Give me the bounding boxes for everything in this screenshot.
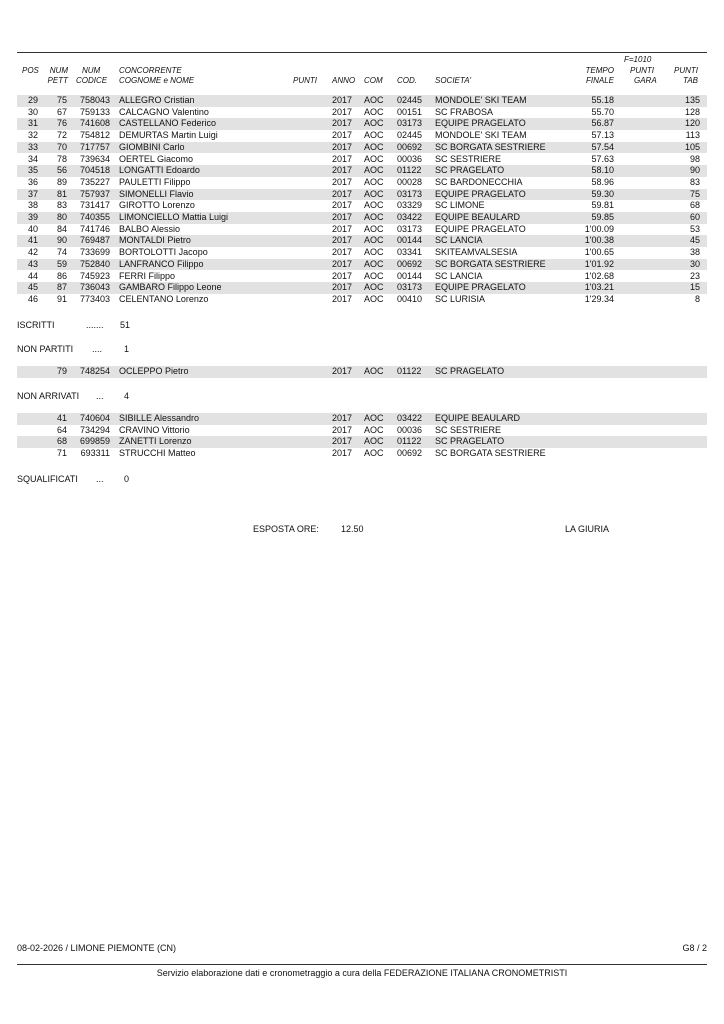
cell-cod: 03173 [397, 118, 423, 129]
cell-codice: 757937 [79, 188, 110, 199]
cell-cod: 03422 [397, 212, 423, 222]
cell-nome: GIOMBINI Carlo [119, 141, 185, 152]
cell-societa: SC PRAGELATO [435, 366, 505, 376]
cell-pett: 89 [56, 176, 67, 187]
header-concorrente-2: COGNOME e NOME [119, 76, 195, 85]
cell-nome: GAMBARO Filippo Leone [119, 282, 222, 293]
cell-societa: EQUIPE BEAULARD [435, 212, 521, 222]
table-row [17, 413, 707, 425]
header-concorrente-1: CONCORRENTE [119, 66, 182, 75]
iscritti-dots: ....... [86, 320, 104, 330]
cell-societa: SC BORGATA SESTRIERE [435, 141, 546, 152]
cell-tempo: 1'03.21 [584, 282, 614, 293]
header-num-pett-1: NUM [49, 66, 68, 75]
cell-tempo: 58.96 [591, 176, 614, 187]
table-row [17, 165, 707, 177]
header-num-codice-1: NUM [82, 66, 101, 75]
cell-cod: 00144 [397, 270, 423, 281]
cell-anno: 2017 [332, 235, 353, 246]
cell-com: AOC [364, 106, 384, 117]
cell-anno: 2017 [332, 95, 353, 105]
iscritti-label: ISCRITTI [17, 320, 55, 330]
cell-tab: 105 [684, 141, 700, 152]
cell-cod: 00036 [397, 424, 423, 435]
cell-codice: 741746 [79, 223, 110, 234]
non-partiti-dots: .... [92, 344, 103, 354]
cell-tempo: 59.81 [591, 200, 614, 211]
cell-pett: 83 [56, 200, 67, 211]
cell-pett: 81 [56, 188, 67, 199]
non-partiti-value: 1 [124, 344, 130, 354]
cell-societa: SC LURISIA [435, 293, 486, 304]
cell-pett: 71 [56, 448, 67, 459]
cell-pett: 84 [56, 223, 67, 234]
table-row [17, 366, 707, 378]
cell-pett: 74 [56, 247, 67, 258]
cell-cod: 03341 [397, 247, 423, 258]
iscritti-value: 51 [120, 320, 131, 330]
header-anno: ANNO [332, 76, 356, 85]
cell-tab: 30 [689, 258, 700, 269]
cell-cod: 00036 [397, 153, 423, 164]
cell-tempo: 59.85 [591, 212, 614, 222]
cell-societa: EQUIPE PRAGELATO [435, 118, 526, 129]
cell-societa: SC LANCIA [435, 235, 483, 246]
cell-codice: 693311 [80, 448, 110, 459]
cell-tab: 38 [689, 247, 700, 258]
cell-nome: LANFRANCO Filippo [119, 258, 204, 269]
esposta-label: ESPOSTA ORE: [253, 524, 319, 534]
cell-pos: 33 [27, 141, 38, 152]
cell-tab: 45 [689, 235, 700, 246]
giuria-label: LA GIURIA [565, 524, 610, 534]
header-punti: PUNTI [293, 76, 317, 85]
cell-anno: 2017 [332, 424, 353, 435]
table-row [17, 200, 707, 212]
cell-anno: 2017 [332, 258, 353, 269]
cell-com: AOC [364, 118, 384, 129]
cell-anno: 2017 [332, 436, 353, 447]
cell-tempo: 55.70 [591, 106, 614, 117]
table-row [17, 448, 707, 460]
cell-nome: PAULETTI Filippo [119, 176, 191, 187]
cell-codice: 740355 [79, 212, 110, 222]
cell-com: AOC [364, 141, 384, 152]
cell-com: AOC [364, 176, 384, 187]
header-societa: SOCIETA' [435, 76, 472, 85]
cell-societa: SC SESTRIERE [435, 424, 502, 435]
cell-nome: BALBO Alessio [119, 223, 181, 234]
cell-anno: 2017 [332, 247, 353, 258]
cell-cod: 00692 [397, 258, 423, 269]
cell-societa: SC BORGATA SESTRIERE [435, 258, 546, 269]
cell-pett: 41 [56, 413, 67, 423]
footer-page-number: G8 / 2 [682, 943, 707, 953]
table-row [17, 425, 707, 437]
cell-tab: 75 [689, 188, 700, 199]
cell-tempo: 1'00.65 [584, 247, 614, 258]
cell-societa: SC FRABOSA [435, 106, 494, 117]
cell-pett: 80 [56, 212, 67, 222]
cell-societa: SC LIMONE [435, 200, 485, 211]
cell-tempo: 59.30 [591, 188, 614, 199]
cell-pett: 79 [56, 366, 67, 376]
table-row [17, 142, 707, 154]
cell-societa: SKITEAMVALSESIA [435, 247, 518, 258]
cell-nome: FERRI Filippo [119, 270, 176, 281]
cell-nome: STRUCCHI Matteo [119, 448, 196, 459]
cell-pett: 76 [56, 118, 67, 129]
table-row [17, 154, 707, 166]
cell-com: AOC [364, 200, 384, 211]
cell-pett: 90 [56, 235, 67, 246]
cell-anno: 2017 [332, 212, 353, 222]
cell-cod: 03173 [397, 188, 423, 199]
cell-societa: MONDOLE' SKI TEAM [435, 130, 527, 141]
cell-pett: 86 [56, 270, 67, 281]
cell-nome: LONGATTI Edoardo [119, 165, 200, 176]
header-punti-tab-1: PUNTI [674, 66, 698, 75]
cell-codice: 704518 [79, 165, 110, 176]
cell-tempo: 1'29.34 [584, 293, 614, 304]
table-row [17, 282, 707, 294]
cell-nome: DEMURTAS Martin Luigi [119, 130, 218, 141]
esposta-time: 12.50 [341, 524, 364, 534]
cell-com: AOC [364, 223, 384, 234]
cell-nome: OERTEL Giacomo [119, 153, 194, 164]
footer-rule [17, 964, 707, 965]
cell-tempo: 1'00.38 [584, 235, 614, 246]
cell-codice: 731417 [79, 200, 110, 211]
squalificati-value: 0 [124, 474, 130, 484]
cell-pos: 31 [27, 118, 38, 129]
cell-codice: 745923 [79, 270, 110, 281]
cell-anno: 2017 [332, 130, 353, 141]
cell-cod: 00151 [397, 106, 423, 117]
cell-tab: 68 [689, 200, 700, 211]
cell-anno: 2017 [332, 366, 353, 376]
cell-societa: EQUIPE PRAGELATO [435, 188, 526, 199]
cell-tempo: 57.54 [591, 141, 614, 152]
header-pos: POS [22, 66, 39, 75]
cell-pett: 59 [56, 258, 67, 269]
cell-codice: 740604 [79, 413, 110, 423]
cell-societa: SC BARDONECCHIA [435, 176, 523, 187]
cell-com: AOC [364, 366, 384, 376]
cell-cod: 01122 [397, 366, 422, 376]
cell-nome: CRAVINO Vittorio [119, 424, 190, 435]
cell-tempo: 57.63 [591, 153, 614, 164]
cell-com: AOC [364, 424, 384, 435]
table-row [17, 130, 707, 142]
cell-societa: MONDOLE' SKI TEAM [435, 95, 527, 105]
cell-nome: CELENTANO Lorenzo [119, 293, 209, 304]
cell-pett: 78 [56, 153, 67, 164]
non-arrivati-dots: ... [96, 391, 104, 401]
cell-cod: 02445 [397, 130, 423, 141]
cell-anno: 2017 [332, 176, 353, 187]
squalificati-label: SQUALIFICATI [17, 474, 78, 484]
cell-nome: OCLEPPO Pietro [119, 366, 189, 376]
cell-tab: 23 [689, 270, 700, 281]
cell-cod: 00410 [397, 293, 423, 304]
table-row [17, 177, 707, 189]
cell-anno: 2017 [332, 200, 353, 211]
cell-cod: 02445 [397, 95, 423, 105]
header-punti-gara-1: PUNTI [630, 66, 654, 75]
header-f-value: F=1010 [624, 55, 652, 64]
cell-tempo: 56.87 [591, 118, 614, 129]
cell-com: AOC [364, 165, 384, 176]
footer-date-place: 08-02-2026 / LIMONE PIEMONTE (CN) [17, 943, 177, 953]
cell-anno: 2017 [332, 448, 353, 459]
cell-codice: 733699 [79, 247, 110, 258]
cell-pos: 30 [27, 106, 38, 117]
cell-pos: 41 [27, 235, 38, 246]
cell-nome: GIROTTO Lorenzo [119, 200, 195, 211]
cell-com: AOC [364, 188, 384, 199]
table-row [17, 436, 707, 448]
cell-tab: 83 [689, 176, 700, 187]
cell-codice: 769487 [79, 235, 110, 246]
cell-tab: 53 [689, 223, 700, 234]
cell-cod: 00692 [397, 448, 423, 459]
cell-anno: 2017 [332, 413, 353, 423]
header-cod: COD. [397, 76, 417, 85]
squalificati-dots: ... [96, 474, 104, 484]
header-tempo-2: FINALE [585, 76, 614, 85]
cell-com: AOC [364, 293, 384, 304]
cell-anno: 2017 [332, 106, 353, 117]
cell-com: AOC [364, 413, 384, 423]
cell-codice: 741608 [79, 118, 110, 129]
cell-com: AOC [364, 436, 384, 447]
table-row [17, 118, 707, 130]
cell-pett: 70 [56, 141, 67, 152]
cell-anno: 2017 [332, 141, 353, 152]
cell-cod: 00692 [397, 141, 423, 152]
cell-tab: 98 [689, 153, 700, 164]
cell-nome: CASTELLANO Federico [119, 118, 217, 129]
header-num-codice-2: CODICE [76, 76, 108, 85]
cell-com: AOC [364, 282, 384, 293]
cell-pos: 46 [27, 293, 38, 304]
cell-tab: 90 [689, 165, 700, 176]
cell-tab: 8 [694, 293, 700, 304]
cell-pett: 75 [56, 95, 67, 105]
cell-societa: SC SESTRIERE [435, 153, 502, 164]
cell-codice: 739634 [79, 153, 110, 164]
table-row [17, 259, 707, 271]
cell-tab: 60 [689, 212, 700, 222]
cell-pos: 35 [27, 165, 38, 176]
cell-cod: 01122 [397, 165, 422, 176]
cell-nome: SIBILLE Alessandro [119, 413, 200, 423]
table-row [17, 224, 707, 236]
header-com: COM [364, 76, 383, 85]
cell-tab: 120 [684, 118, 700, 129]
cell-pos: 29 [27, 95, 38, 105]
cell-societa: SC PRAGELATO [435, 165, 505, 176]
cell-pos: 40 [27, 223, 38, 234]
cell-cod: 00144 [397, 235, 423, 246]
cell-pos: 39 [27, 212, 38, 222]
header-punti-tab-2: TAB [683, 76, 698, 85]
table-row [17, 107, 707, 119]
cell-anno: 2017 [332, 223, 353, 234]
top-rule [17, 52, 707, 53]
cell-societa: SC LANCIA [435, 270, 483, 281]
cell-codice: 754812 [79, 130, 110, 141]
cell-pett: 72 [56, 130, 67, 141]
cell-anno: 2017 [332, 270, 353, 281]
cell-com: AOC [364, 130, 384, 141]
cell-com: AOC [364, 270, 384, 281]
cell-codice: 734294 [79, 424, 110, 435]
table-row [17, 212, 707, 224]
cell-cod: 03173 [397, 223, 423, 234]
cell-pos: 36 [27, 176, 38, 187]
cell-nome: LIMONCIELLO Mattia Luigi [119, 212, 229, 222]
table-row [17, 95, 707, 107]
cell-pett: 68 [56, 436, 67, 447]
cell-com: AOC [364, 247, 384, 258]
cell-anno: 2017 [332, 118, 353, 129]
cell-anno: 2017 [332, 282, 353, 293]
non-arrivati-label: NON ARRIVATI [17, 391, 80, 401]
footer-service-credit: Servizio elaborazione dati e cronometraggio a cura della FEDERAZIONE ITALIANA CRONOMETRISTI [156, 968, 568, 978]
cell-codice: 748254 [79, 366, 110, 376]
cell-pos: 38 [27, 200, 38, 211]
cell-anno: 2017 [332, 165, 353, 176]
cell-tempo: 58.10 [591, 165, 614, 176]
cell-tempo: 57.13 [591, 130, 614, 141]
table-row [17, 189, 707, 201]
cell-pos: 43 [27, 258, 38, 269]
cell-pos: 37 [27, 188, 38, 199]
cell-codice: 752840 [79, 258, 110, 269]
cell-pos: 34 [27, 153, 38, 164]
cell-cod: 03173 [397, 282, 423, 293]
cell-cod: 00028 [397, 176, 423, 187]
cell-anno: 2017 [332, 188, 353, 199]
cell-societa: SC BORGATA SESTRIERE [435, 448, 546, 459]
cell-anno: 2017 [332, 153, 353, 164]
cell-nome: BORTOLOTTI Jacopo [119, 247, 208, 258]
cell-tab: 113 [685, 130, 700, 141]
cell-cod: 03422 [397, 413, 423, 423]
cell-cod: 03329 [397, 200, 423, 211]
non-arrivati-value: 4 [124, 391, 130, 401]
cell-pett: 87 [56, 282, 67, 293]
cell-tab: 135 [684, 95, 700, 105]
cell-tab: 128 [684, 106, 700, 117]
cell-com: AOC [364, 258, 384, 269]
cell-pos: 42 [27, 247, 38, 258]
cell-nome: ALLEGRO Cristian [119, 95, 195, 105]
table-row [17, 294, 707, 306]
cell-codice: 699859 [79, 436, 110, 447]
table-row [17, 247, 707, 259]
header-punti-gara-2: GARA [634, 76, 657, 85]
cell-tab: 15 [689, 282, 700, 293]
non-partiti-label: NON PARTITI [17, 344, 74, 354]
cell-societa: EQUIPE PRAGELATO [435, 223, 526, 234]
table-row [17, 271, 707, 283]
cell-tempo: 1'02.68 [584, 270, 614, 281]
cell-com: AOC [364, 212, 384, 222]
cell-cod: 01122 [397, 436, 422, 447]
cell-nome: SIMONELLI Flavio [119, 188, 194, 199]
table-row [17, 235, 707, 247]
cell-tempo: 1'01.92 [584, 258, 614, 269]
cell-pett: 91 [56, 293, 67, 304]
cell-pos: 44 [27, 270, 38, 281]
cell-com: AOC [364, 448, 384, 459]
cell-codice: 717757 [79, 141, 110, 152]
cell-societa: EQUIPE BEAULARD [435, 413, 521, 423]
cell-pett: 67 [56, 106, 67, 117]
cell-com: AOC [364, 235, 384, 246]
cell-com: AOC [364, 153, 384, 164]
cell-societa: EQUIPE PRAGELATO [435, 282, 526, 293]
cell-nome: CALCAGNO Valentino [119, 106, 209, 117]
header-num-pett-2: PETT [47, 76, 68, 85]
cell-tempo: 1'00.09 [584, 223, 614, 234]
cell-nome: ZANETTI Lorenzo [119, 436, 192, 447]
cell-codice: 758043 [79, 95, 110, 105]
cell-anno: 2017 [332, 293, 353, 304]
cell-societa: SC PRAGELATO [435, 436, 505, 447]
cell-tempo: 55.18 [591, 95, 614, 105]
cell-codice: 735227 [79, 176, 110, 187]
cell-nome: MONTALDI Pietro [119, 235, 191, 246]
cell-pos: 45 [27, 282, 38, 293]
cell-codice: 759133 [79, 106, 110, 117]
cell-pos: 32 [27, 130, 38, 141]
cell-pett: 64 [56, 424, 67, 435]
cell-com: AOC [364, 95, 384, 105]
cell-codice: 773403 [79, 293, 110, 304]
header-tempo-1: TEMPO [585, 66, 614, 75]
cell-codice: 736043 [79, 282, 110, 293]
cell-pett: 56 [56, 165, 67, 176]
